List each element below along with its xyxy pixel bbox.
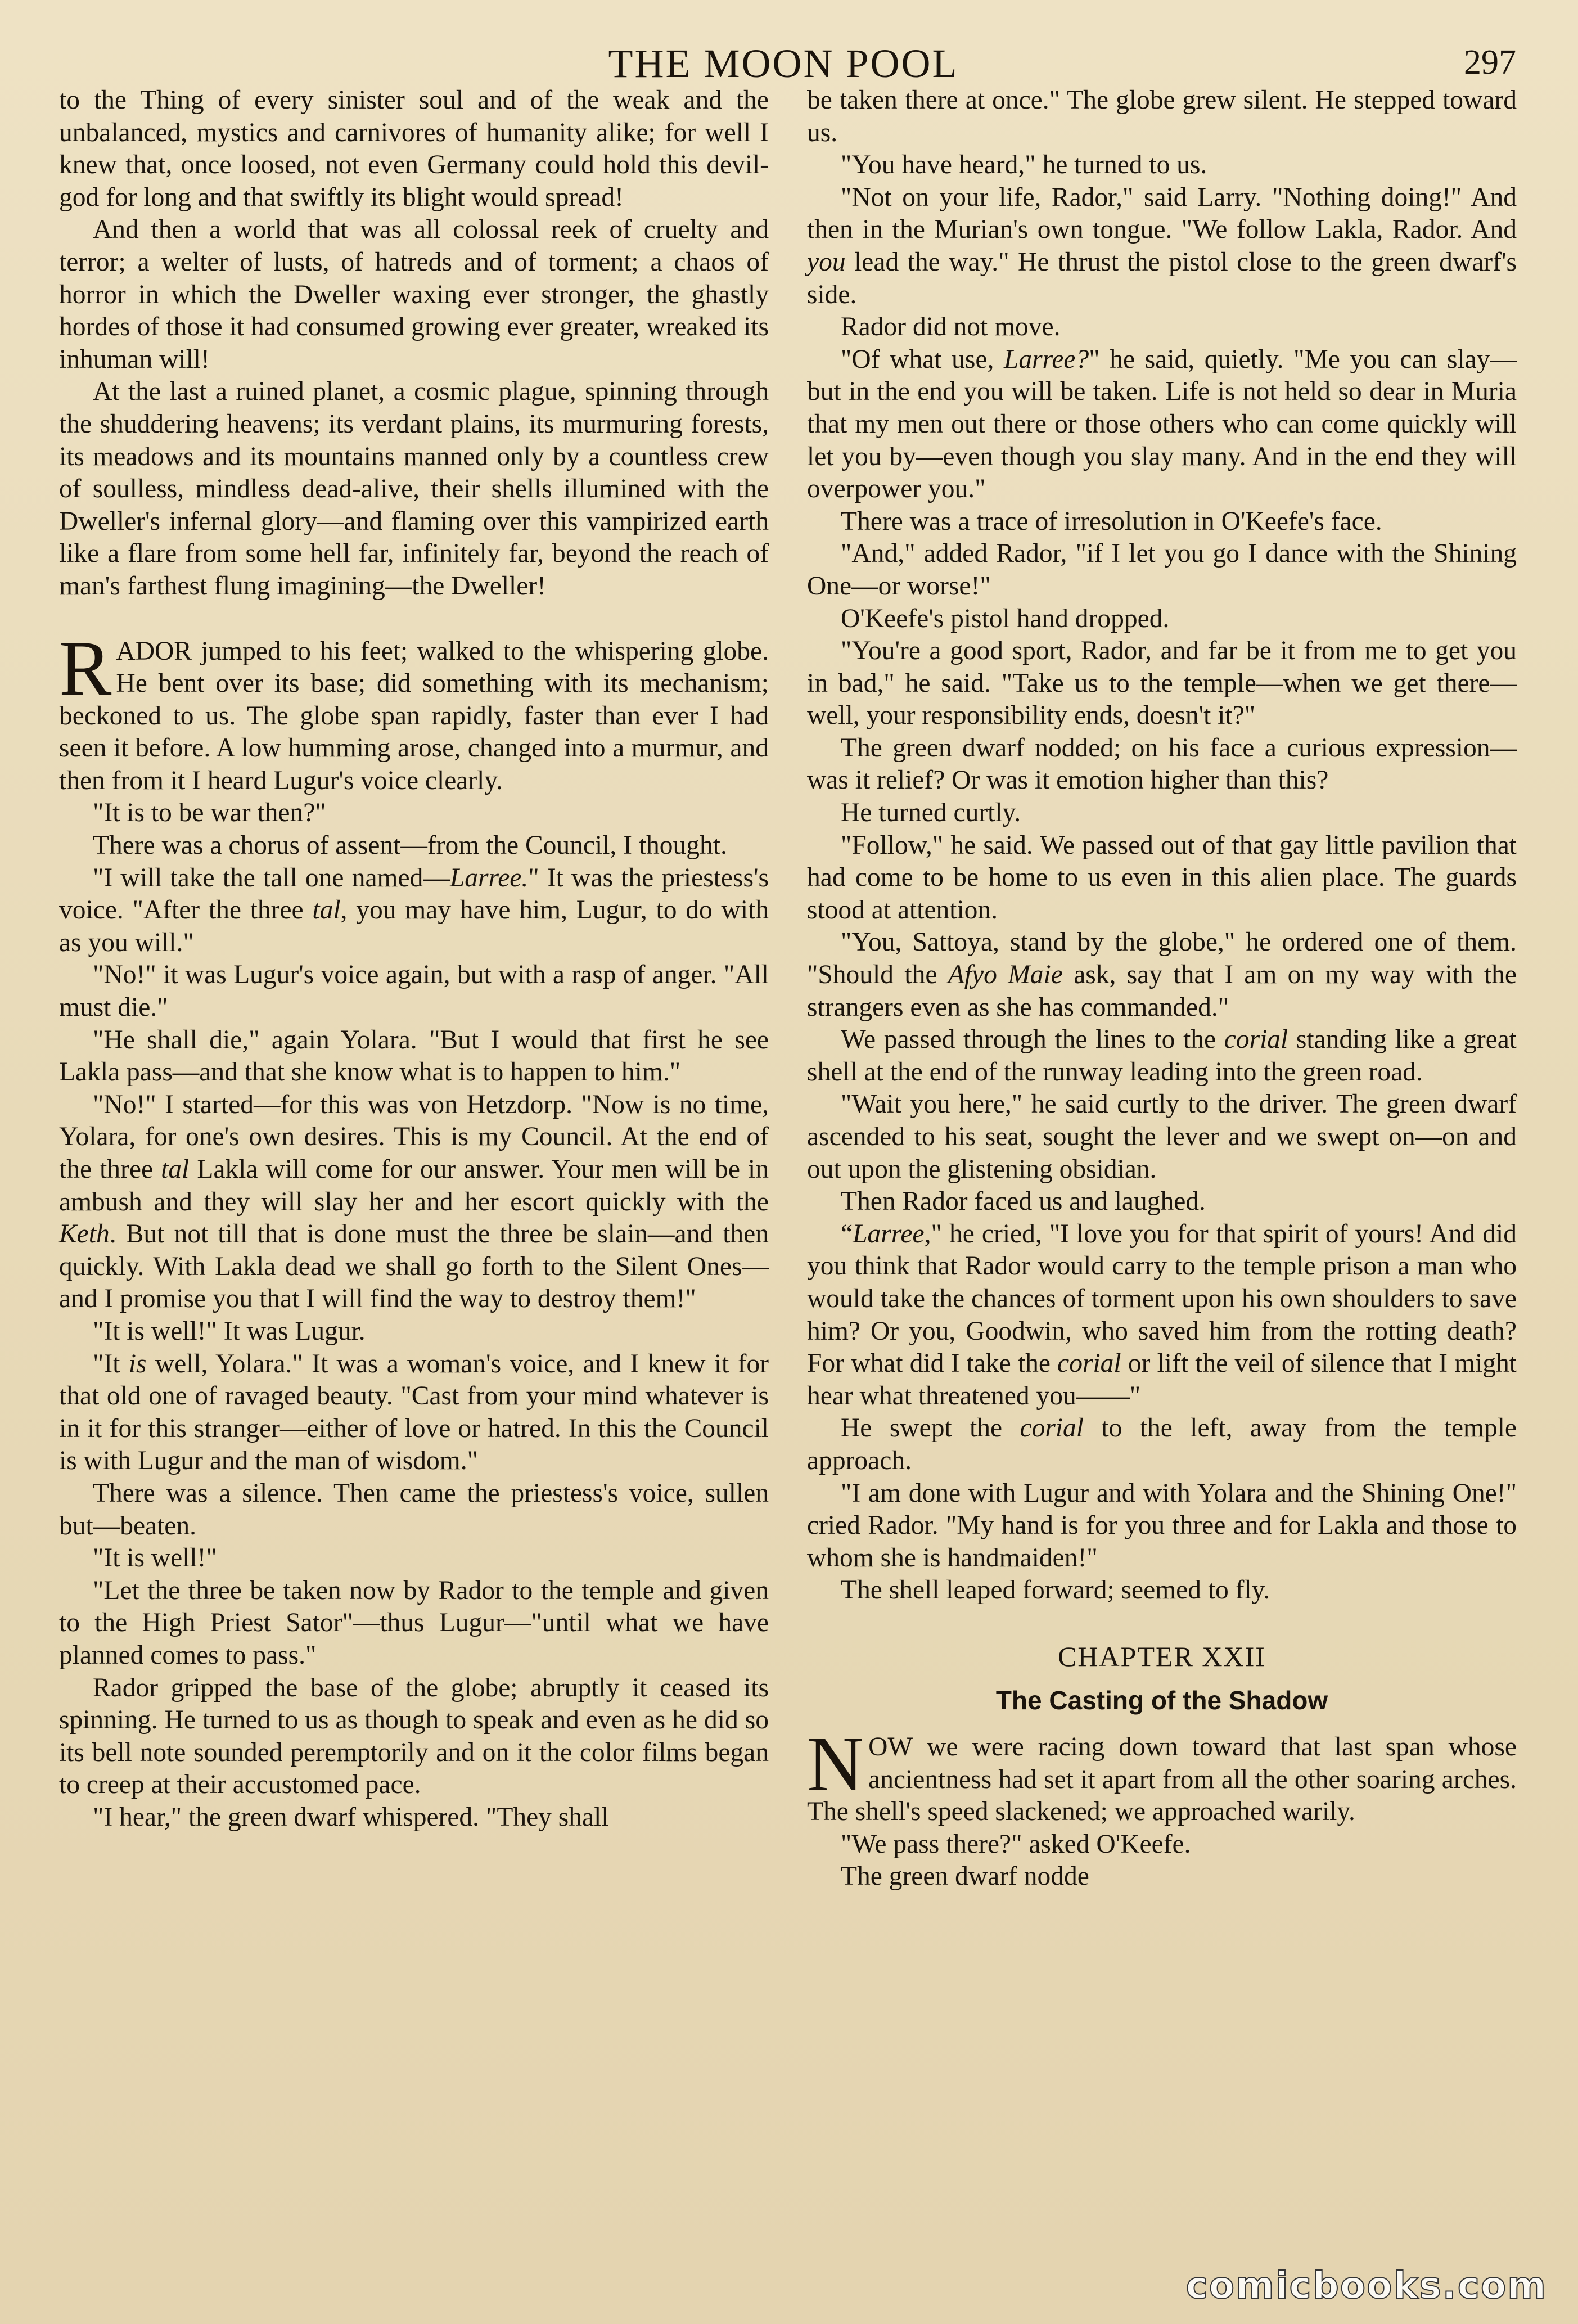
text-span: We passed through the lines to the — [841, 1025, 1224, 1055]
running-title: THE MOON POOL — [608, 41, 959, 86]
text-span: "It — [93, 1349, 129, 1379]
paragraph: Then Rador faced us and laughed. — [841, 1187, 1206, 1217]
watermark-logo: comicbooks.com — [1185, 2264, 1547, 2307]
paragraph: "It is well!" — [93, 1543, 217, 1573]
text-span: " he cried, "I love you for that spirit of yours! And did you think that Rador would carry to the temple prison a man who would take the chances of torment upon his own shoulders to save him? Or you, Goodwin, who saved him from the rotting death? For what did I take the — [807, 1219, 1517, 1379]
text-span: He swept the — [841, 1413, 1020, 1443]
paragraph: "And," added Rador, "if I let you go I dance with the Shining One—or worse!" — [807, 539, 1517, 601]
italic-span: Afyo Maie — [948, 960, 1063, 990]
text-span: or lift the veil of silence that I might hear what threatened you——" — [807, 1349, 1517, 1411]
chapter-number: CHAPTER XXII — [1058, 1640, 1266, 1672]
paragraph: "He shall die," again Yolara. "But I would that first he see Lakla pass—and that she know what is to happen to him." — [59, 1025, 769, 1087]
left-column — [59, 84, 769, 1834]
text-span: "Of what use, — [841, 344, 1004, 374]
smallcaps-lead: ADOR — [116, 636, 192, 666]
paragraph: There was a chorus of assent—from the Council, I thought. — [93, 831, 727, 861]
italic-span: corial — [1057, 1349, 1121, 1379]
paragraph: "Let the three be taken now by Rador to the temple and given to the High Priest Sator"—thus Lugur—"until what we have planned comes to pass." — [59, 1575, 769, 1670]
paragraph: The green dwarf nodde — [841, 1862, 1089, 1891]
italic-span: Keth — [59, 1219, 110, 1249]
paragraph: "No!" it was Lugur's voice again, but with a rasp of anger. "All must die." — [59, 960, 769, 1023]
paragraph: to the Thing of every sinister soul and of the weak and the unbalanced, mystics and carnivores of humanity alike; for well I knew that, once loosed, not even Germany could hold this devil-god for long and that swiftly its blight would spread! — [59, 85, 769, 212]
smallcaps-lead: OW — [868, 1732, 913, 1762]
paragraph — [807, 182, 1517, 311]
italic-span: you — [807, 247, 846, 277]
paragraph — [59, 862, 769, 960]
text-span: . But not till that is done must the three be slain—and then quickly. With Lakla dead we shall go forth to the Silent Ones—and I promise you that I will find the way to destroy them!" — [59, 1219, 769, 1314]
italic-span: corial — [1020, 1413, 1084, 1443]
drop-cap: R — [59, 624, 112, 712]
paragraph — [807, 1024, 1517, 1088]
paragraph: “Larree," he cried, "I love you for that spirit of yours! And did you think that Rador would carry to the temple prison a man who would take the chances of torment upon his own shoulders to save him? Or you, Goodwin, who saved him from the rotting death? For what did I take the corial or lift the veil of silence that I might hear what threatened you——" — [807, 1219, 1517, 1411]
text-span: "No!" I started—for this was von Hetzdorp. "Now is no time, Yolara, for one's own desires. This is my Council. At the end of the three — [59, 1089, 769, 1184]
italic-span: Larree? — [1003, 344, 1089, 374]
paragraph: "You have heard," he turned to us. — [841, 150, 1207, 180]
italic-span: corial — [1224, 1025, 1288, 1055]
italic-span: tal — [312, 895, 341, 925]
text-span: " It was the priestess's voice. "After the three — [59, 863, 769, 925]
paragraph: be taken there at once." The globe grew silent. He stepped toward us. — [807, 85, 1517, 147]
paragraph — [59, 1089, 769, 1316]
paragraph: Rador did not move. — [841, 312, 1061, 342]
paragraph — [807, 344, 1517, 506]
paragraph-text: we were racing down toward that last span whose ancientness had set it apart from all the other soaring arches. The shell's speed slackened; we approached warily. — [807, 1732, 1517, 1827]
paragraph: There was a trace of irresolution in O'Keefe's face. — [841, 506, 1382, 536]
drop-cap: N — [807, 1721, 864, 1808]
text-span: "You, Sattoya, stand by the globe," he ordered one of them. "Should the — [807, 927, 1517, 990]
text-span: lead the way." He thrust the pistol close to the green dwarf's side. — [807, 247, 1517, 309]
paragraph: O'Keefe's pistol hand dropped. — [841, 603, 1170, 633]
text-span: Lakla will come for our answer. Your men will be in ambush and they will slay her and her escort quickly with the — [59, 1155, 769, 1217]
paragraph: There was a silence. Then came the priestess's voice, sullen but—beaten. — [59, 1478, 769, 1541]
paragraph — [59, 1348, 769, 1478]
paragraph: The shell leaped forward; seemed to fly. — [841, 1575, 1270, 1605]
paragraph: "Follow," he said. We passed out of that gay little pavilion that had come to be home to us even in this alien place. The guards stood at attention. — [807, 830, 1517, 925]
text-span: well, Yolara." It was a woman's voice, and I knew it for that old one of ravaged beauty. "Cast from your mind whatever is in it for this stranger—either of love or hatred. In this the Council is with Lugur and the man of wisdom." — [59, 1349, 769, 1476]
paragraph: "You're a good sport, Rador, and far be it from me to get you in bad," he said. "Take us to the temple—when we get there—well, your responsibility ends, doesn't it?" — [807, 636, 1517, 731]
page-header — [51, 40, 1516, 91]
paragraph-text: jumped to his feet; walked to the whispering globe. He bent over its base; did something with its mechanism; beckoned to us. The globe span rapidly, faster than ever I had seen it before. A low humming arose, changed into a murmur, and then from it I heard Lugur's voice clearly. — [59, 636, 769, 795]
paragraph: And then a world that was all colossal reek of cruelty and terror; a welter of lusts, of hatreds and of torment; a chaos of horror in which the Dweller waxing ever stronger, the ghastly hordes of those it had consumed growing ever greater, wreaked its inhuman will! — [59, 215, 769, 374]
paragraph: "Wait you here," he said curtly to the driver. The green dwarf ascended to his seat, sought the lever and we swept on—on and out upon the glistening obsidian. — [807, 1089, 1517, 1184]
paragraph: "I hear," the green dwarf whispered. "They shall — [93, 1802, 609, 1832]
text-span: , you may have him, Lugur, to do with as you will." — [59, 895, 769, 957]
right-column — [807, 84, 1517, 1893]
chapter-title: The Casting of the Shadow — [995, 1685, 1328, 1715]
text-span: "Not on your life, Rador," said Larry. "Nothing doing!" And then in the Murian's own tongue. "We follow Lakla, Rador. And — [807, 182, 1517, 245]
paragraph: "It is well!" It was Lugur. — [93, 1316, 366, 1346]
paragraph: The green dwarf nodded; on his face a curious expression—was it relief? Or was it emotion higher than this? — [807, 733, 1517, 795]
paragraph — [807, 926, 1517, 1024]
page-number: 297 — [1464, 43, 1516, 82]
paragraph: "It is to be war then?" — [93, 798, 326, 828]
paragraph — [807, 1412, 1517, 1477]
paragraph: At the last a ruined planet, a cosmic plague, spinning through the shuddering heavens; its verdant plains, its murmuring forests, its meadows and its mountains manned only by a countless crew of soulless, mindless dead-alive, their shells illumined with the Dweller's infernal glory—and flaming over this vampirized earth like a flare from some hell far, infinitely far, beyond the reach of man's farthest flung imagining—the Dweller! — [59, 377, 769, 601]
text-span: to the left, away from the temple approach. — [807, 1413, 1517, 1475]
italic-span: Larree, — [853, 1219, 931, 1249]
section-break — [59, 603, 769, 636]
text-span: standing like a great shell at the end of the runway leading into the green road. — [807, 1025, 1517, 1087]
italic-span: tal — [161, 1155, 190, 1184]
dropcap-paragraph — [807, 1721, 1517, 1828]
italic-span: Larree. — [449, 863, 529, 893]
paragraph: He turned curtly. — [841, 798, 1021, 828]
dropcap-paragraph — [59, 624, 769, 798]
paragraph: "We pass there?" asked O'Keefe. — [841, 1829, 1191, 1859]
italic-span: is — [128, 1349, 147, 1379]
paragraph: Rador gripped the base of the globe; abruptly it ceased its spinning. He turned to us as though to speak and even as he did so its bell note sounded peremptorily and on it the color films began to creep at their accustomed pace. — [59, 1673, 769, 1800]
text-span: " he said, quietly. "Me you can slay—but in the end you will be taken. Life is not held so dear in Muria that my men out there or those others who can come quickly will let you by—even though you slay many. And in the end they will overpower you." — [807, 344, 1517, 504]
text-span: ask, say that I am on my way with the strangers even as she has commanded." — [807, 960, 1517, 1022]
text-span: "I will take the tall one named— — [93, 863, 450, 893]
paragraph: "I am done with Lugur and with Yolara and the Shining One!" cried Rador. "My hand is for you three and for Lakla and those to whom she is handmaiden!" — [807, 1478, 1517, 1573]
